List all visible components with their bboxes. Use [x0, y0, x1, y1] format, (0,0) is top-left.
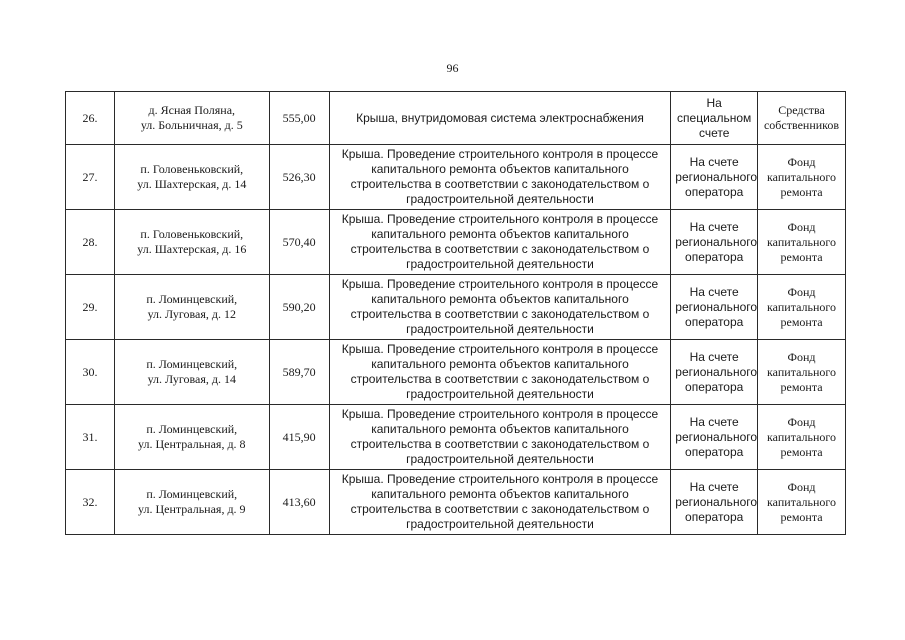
work-line: капитального ремонта объектов капитального [371, 162, 629, 176]
work-line: строительства в соответствии с законодательством о [350, 307, 650, 321]
source-line: капитального [767, 494, 837, 509]
source-line: ремонта [780, 249, 823, 264]
source-cell [758, 275, 846, 340]
work-line: Крыша. Проведение строительного контроля в процессе [341, 472, 659, 486]
source-cell [758, 405, 846, 470]
work-line: Крыша. Проведение строительного контроля в процессе [341, 407, 659, 421]
account-line: оператора [685, 314, 744, 329]
address-cell [114, 405, 269, 470]
address-line: п. Ломинцевский, [146, 292, 238, 306]
account-line: регионального [675, 364, 758, 379]
source-cell [758, 210, 846, 275]
source-line: Фонд [787, 349, 816, 364]
address-line: п. Ломинцевский, [146, 422, 238, 436]
account-line: оператора [685, 184, 744, 199]
work-line: капитального ремонта объектов капитального [371, 292, 629, 306]
address-cell [114, 470, 269, 535]
address-cell [114, 340, 269, 405]
area-cell: 413,60 [269, 470, 329, 535]
work-cell [329, 405, 671, 470]
source-line: капитального [767, 169, 837, 184]
account-line: На счете [689, 479, 739, 494]
work-line: капитального ремонта объектов капитального [371, 357, 629, 371]
work-line: строительства в соответствии с законодательством о [350, 242, 650, 256]
area-cell: 526,30 [269, 145, 329, 210]
account-line: На счете [689, 349, 739, 364]
address-cell [114, 275, 269, 340]
source-cell [758, 145, 846, 210]
area-cell: 589,70 [269, 340, 329, 405]
account-line: регионального [675, 169, 758, 184]
address-line: ул. Больничная, д. 5 [140, 118, 243, 132]
work-line: градостроительной деятельности [406, 387, 594, 401]
account-line: оператора [685, 444, 744, 459]
account-line: На [706, 95, 722, 110]
source-cell [758, 470, 846, 535]
source-line: ремонта [780, 509, 823, 524]
source-line: ремонта [780, 184, 823, 199]
table-body [66, 92, 846, 535]
work-cell [329, 92, 671, 145]
source-line: ремонта [780, 314, 823, 329]
work-line: строительства в соответствии с законодательством о [350, 177, 650, 191]
table-row [66, 92, 846, 145]
source-line: Фонд [787, 219, 816, 234]
account-line: специальном [677, 110, 752, 125]
work-cell [329, 340, 671, 405]
row-number: 32. [66, 470, 115, 535]
address-line: ул. Луговая, д. 12 [147, 307, 236, 321]
repair-works-table [65, 91, 846, 535]
work-cell [329, 470, 671, 535]
address-line: п. Головеньковский, [140, 162, 244, 176]
area-cell: 590,20 [269, 275, 329, 340]
account-line: оператора [685, 249, 744, 264]
work-line: строительства в соответствии с законодательством о [350, 437, 650, 451]
address-cell [114, 92, 269, 145]
account-line: На счете [689, 219, 739, 234]
source-line: Средства [778, 103, 825, 117]
account-cell [671, 405, 758, 470]
account-cell [671, 145, 758, 210]
account-line: регионального [675, 494, 758, 509]
work-line: градостроительной деятельности [406, 257, 594, 271]
account-line: оператора [685, 509, 744, 524]
work-line: капитального ремонта объектов капитального [371, 487, 629, 501]
work-line: Крыша. Проведение строительного контроля в процессе [341, 212, 659, 226]
work-cell [329, 275, 671, 340]
account-line: регионального [675, 429, 758, 444]
row-number: 26. [66, 92, 115, 145]
address-line: ул. Центральная, д. 8 [138, 437, 246, 451]
account-line: счете [698, 125, 730, 140]
work-line: градостроительной деятельности [406, 517, 594, 531]
source-line: ремонта [780, 379, 823, 394]
address-line: ул. Центральная, д. 9 [138, 502, 246, 516]
source-cell [758, 92, 846, 145]
row-number: 29. [66, 275, 115, 340]
work-line: Крыша. Проведение строительного контроля в процессе [341, 147, 659, 161]
source-line: Фонд [787, 479, 816, 494]
table-row [66, 210, 846, 275]
work-cell [329, 210, 671, 275]
address-line: п. Головеньковский, [140, 227, 244, 241]
work-line: капитального ремонта объектов капитального [371, 227, 629, 241]
source-line: капитального [767, 429, 837, 444]
account-line: На счете [689, 284, 739, 299]
work-line: Крыша, внутридомовая система электроснабжения [356, 110, 644, 125]
work-line: градостроительной деятельности [406, 192, 594, 206]
account-cell [671, 210, 758, 275]
source-line: Фонд [787, 154, 816, 169]
work-cell [329, 145, 671, 210]
table-row [66, 275, 846, 340]
account-line: регионального [675, 299, 758, 314]
source-line: Фонд [787, 414, 816, 429]
account-line: оператора [685, 379, 744, 394]
area-cell: 415,90 [269, 405, 329, 470]
work-line: Крыша. Проведение строительного контроля в процессе [341, 342, 659, 356]
account-cell [671, 470, 758, 535]
table-row [66, 340, 846, 405]
source-cell [758, 340, 846, 405]
address-line: п. Ломинцевский, [146, 487, 238, 501]
source-line: капитального [767, 234, 837, 249]
source-line: ремонта [780, 444, 823, 459]
work-line: Крыша. Проведение строительного контроля в процессе [341, 277, 659, 291]
work-line: капитального ремонта объектов капитального [371, 422, 629, 436]
account-cell [671, 340, 758, 405]
account-cell [671, 275, 758, 340]
source-line: капитального [767, 299, 837, 314]
table-row [66, 470, 846, 535]
row-number: 31. [66, 405, 115, 470]
address-line: д. Ясная Поляна, [148, 103, 236, 117]
account-cell [671, 92, 758, 145]
work-line: градостроительной деятельности [406, 452, 594, 466]
address-line: ул. Луговая, д. 14 [147, 372, 236, 386]
work-line: строительства в соответствии с законодательством о [350, 502, 650, 516]
row-number: 28. [66, 210, 115, 275]
source-line: капитального [767, 364, 837, 379]
source-line: собственников [763, 118, 840, 132]
table-row [66, 405, 846, 470]
address-line: ул. Шахтерская, д. 14 [137, 177, 247, 191]
address-line: ул. Шахтерская, д. 16 [137, 242, 247, 256]
work-line: строительства в соответствии с законодательством о [350, 372, 650, 386]
source-line: Фонд [787, 284, 816, 299]
area-cell: 555,00 [269, 92, 329, 145]
row-number: 27. [66, 145, 115, 210]
account-line: На счете [689, 154, 739, 169]
table-row [66, 145, 846, 210]
area-cell: 570,40 [269, 210, 329, 275]
row-number: 30. [66, 340, 115, 405]
address-cell [114, 145, 269, 210]
account-line: На счете [689, 414, 739, 429]
account-line: регионального [675, 234, 758, 249]
address-cell [114, 210, 269, 275]
work-line: градостроительной деятельности [406, 322, 594, 336]
address-line: п. Ломинцевский, [146, 357, 238, 371]
page-number: 96 [446, 61, 459, 75]
